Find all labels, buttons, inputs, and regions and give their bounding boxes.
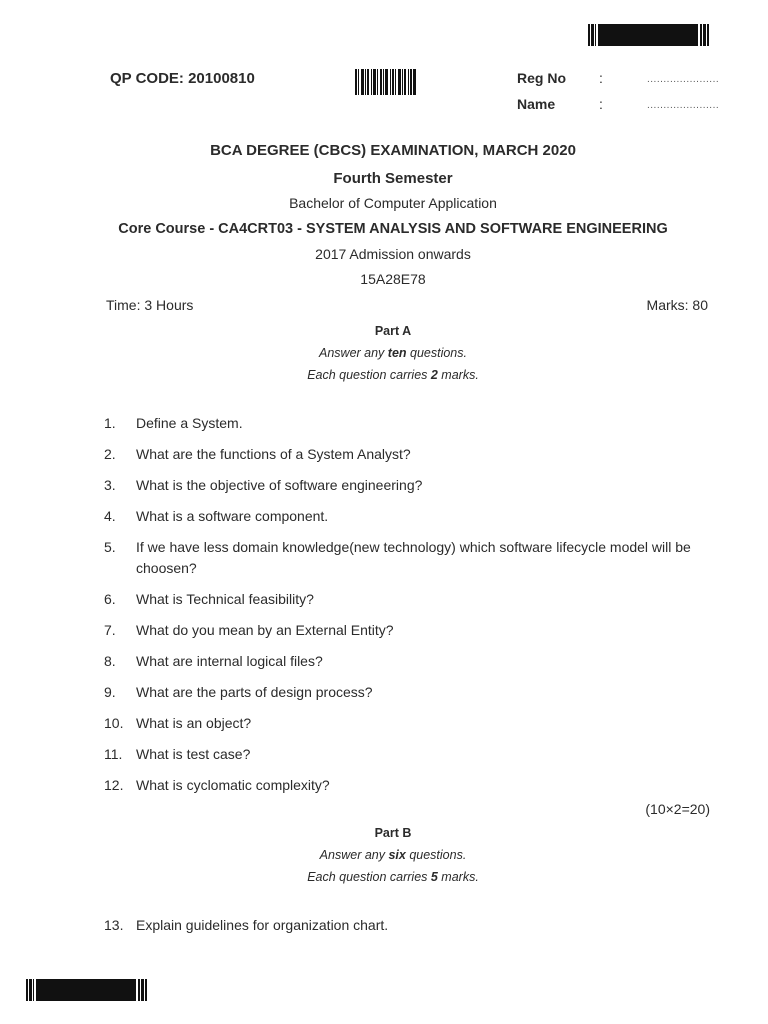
part-b-title: Part B — [374, 826, 412, 840]
reg-no-label: Reg No — [517, 70, 566, 86]
question-number: 2. — [104, 446, 116, 462]
question-text: What is the objective of software engineering? — [136, 477, 423, 493]
part-a-instruction-1: Answer any ten questions. — [319, 346, 467, 360]
question-number: 8. — [104, 653, 116, 669]
part-a-title: Part A — [374, 324, 412, 338]
question-text: Explain guidelines for organization chart. — [136, 917, 389, 933]
reg-no-colon: : — [599, 70, 603, 86]
paper-code: 15A28E78 — [360, 271, 426, 287]
top-right-barcode — [588, 24, 718, 46]
question-number: 5. — [104, 539, 116, 555]
question-number: 11. — [104, 746, 123, 762]
question-number: 13. — [104, 917, 124, 933]
question-text: What do you mean by an External Entity? — [136, 622, 394, 638]
qp-code: QP CODE: 20100810 — [110, 70, 255, 87]
question-text: What is Technical feasibility? — [136, 591, 314, 607]
qp-barcode — [355, 69, 429, 95]
name-colon: : — [599, 96, 603, 112]
semester: Fourth Semester — [333, 170, 453, 187]
part-b-instruction-2: Each question carries 5 marks. — [307, 870, 479, 884]
name-field: ...................... — [647, 100, 720, 111]
question-number: 1. — [104, 415, 116, 431]
exam-title: BCA DEGREE (CBCS) EXAMINATION, MARCH 2020 — [210, 142, 576, 159]
question-text: What is test case? — [136, 746, 251, 762]
question-number: 10. — [104, 715, 124, 731]
question-text: What is cyclomatic complexity? — [136, 777, 330, 793]
question-number: 9. — [104, 684, 116, 700]
course-title: Core Course - CA4CRT03 - SYSTEM ANALYSIS AND SOFTWARE ENGINEERING — [118, 221, 668, 237]
time-label: Time: 3 Hours — [106, 297, 194, 313]
question-number: 7. — [104, 622, 116, 638]
program: Bachelor of Computer Application — [289, 195, 497, 211]
reg-no-field: ...................... — [647, 74, 720, 85]
question-number: 4. — [104, 508, 116, 524]
admission: 2017 Admission onwards — [315, 246, 471, 262]
question-text: Define a System. — [136, 415, 243, 431]
part-a-total: (10×2=20) — [645, 801, 710, 817]
question-number: 3. — [104, 477, 116, 493]
question-text: What is an object? — [136, 715, 252, 731]
bottom-left-barcode — [26, 979, 156, 1001]
question-text: If we have less domain knowledge(new technology) which software lifecycle model will be choosen? — [136, 539, 691, 576]
question-number: 6. — [104, 591, 116, 607]
marks-label: Marks: 80 — [646, 297, 708, 313]
part-b-instruction-1: Answer any six questions. — [319, 848, 467, 862]
question-text: What are the functions of a System Analyst? — [136, 446, 411, 462]
question-text: What are the parts of design process? — [136, 684, 373, 700]
question-text: What are internal logical files? — [136, 653, 323, 669]
question-text: What is a software component. — [136, 508, 329, 524]
part-a-instruction-2: Each question carries 2 marks. — [307, 368, 479, 382]
name-label: Name — [517, 96, 556, 112]
question-number: 12. — [104, 777, 124, 793]
